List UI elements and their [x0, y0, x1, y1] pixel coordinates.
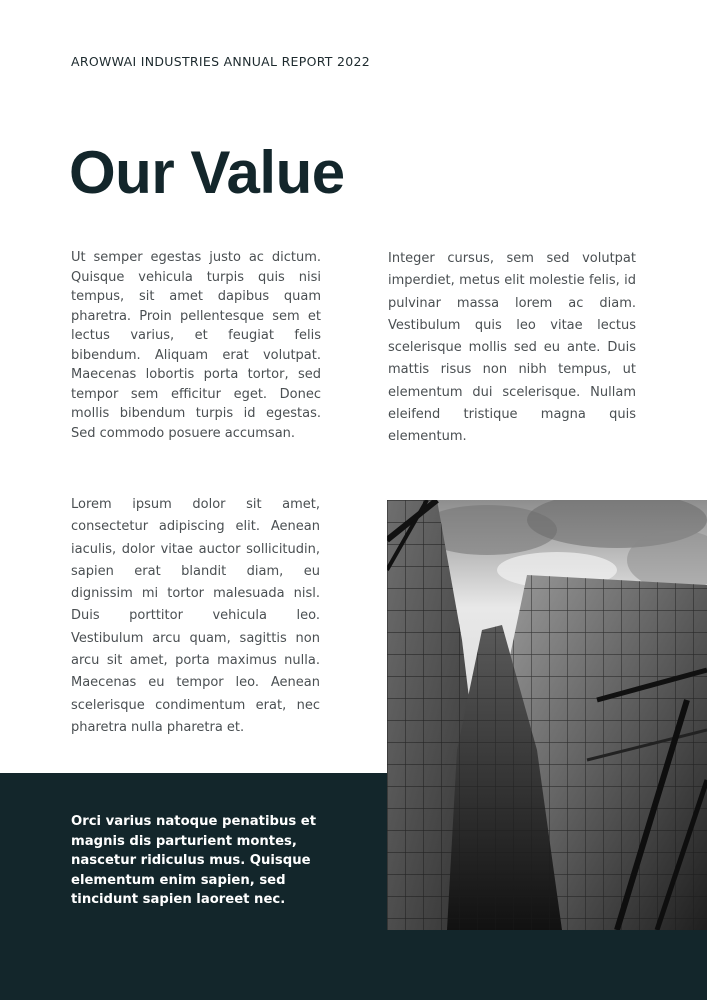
- building-photo: [387, 500, 707, 930]
- paragraph-left-middle: Lorem ipsum dolor sit amet, consectetur adipiscing elit. Aenean iaculis, dolor vitae auctor sollicitudin, sapien erat blandit diam, eu dignissim mi tortor malesuada nisl. Duis porttitor vehicula leo. Vestibulum arcu quam, sagittis non arcu sit amet, porta maximus nulla. Maecenas eu tempor leo. Aenean scelerisque condimentum erat, nec pharetra nulla pharetra et.: [71, 497, 320, 735]
- paragraph-right-top: Integer cursus, sem sed volutpat imperdiet, metus elit molestie felis, id pulvinar massa lorem ac diam. Vestibulum quis leo vitae lectus scelerisque mollis sed eu ante. Duis mattis risus non nibh tempus, ut elementum dui scelerisque. Nullam eleifend tristique magna quis elementum.: [388, 251, 636, 445]
- page-title: Our Value: [69, 139, 345, 206]
- report-header: AROWWAI INDUSTRIES ANNUAL REPORT 2022: [71, 54, 371, 69]
- paragraph-left-top: Ut semper egestas justo ac dictum. Quisque vehicula turpis quis nisi tempus, sit amet dapibus quam pharetra. Proin pellentesque sem et lectus varius, et feugiat felis bibendum. Aliquam erat volutpat. Maecenas lobortis porta tortor, sed tempor sem efficitur eget. Donec mollis bibendum turpis id egestas. Sed commodo posuere accumsan.: [71, 250, 321, 441]
- highlight-quote: Orci varius natoque penatibus et magnis dis parturient montes, nascetur ridiculus mus. Quisque elementum enim sapien, sed tincidunt sapien laoreet nec.: [71, 814, 317, 908]
